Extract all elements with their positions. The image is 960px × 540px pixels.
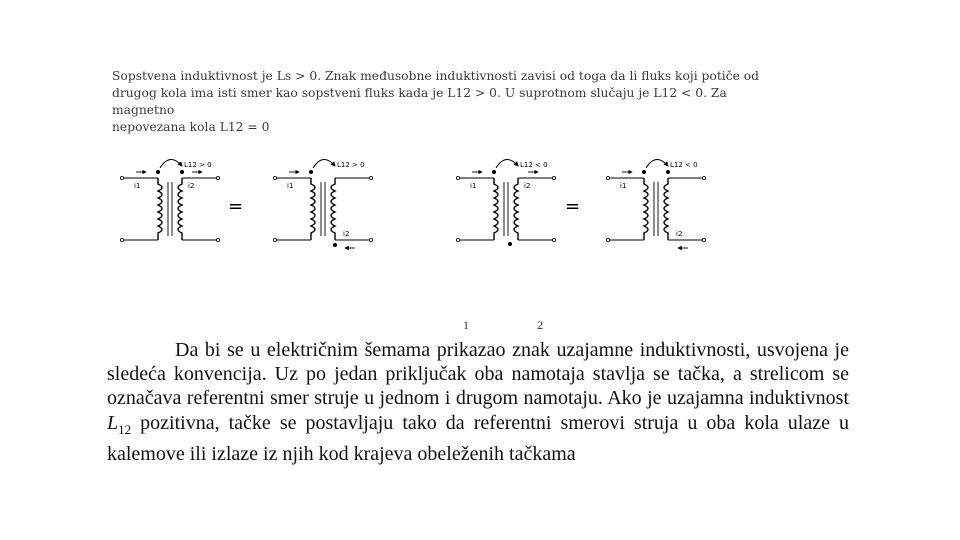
inductance-symbol: L <box>107 411 119 434</box>
paragraph-line-1: Sopstvena induktivnost je Ls > 0. Znak međusobne induktivnosti zavisi od toga da li fluks koji potiče od <box>112 69 760 83</box>
paragraph-text-part-2: pozitivna, tačke se postavljaju tako da referentni smerovi struja u oba kola ulaze u kalemove ili izlaze iz njih kod krajeva obeleženih tačkama <box>107 411 849 465</box>
paragraph-text-part-1: Da bi se u električnim šemama prikazao znak uzajamne induktivnosti, usvojena je sledeća konvencija. Uz po jedan priključak oba namotaja stavlja se tačka, a strelicom se označava referentni smer struje u jednom i drugom namotaju. Ako je uzajamna induktivnost <box>107 339 849 410</box>
current-i1-label-a: i1 <box>134 182 141 190</box>
diagram-positive-a <box>120 159 219 241</box>
current-i1-label-b: i1 <box>287 182 294 190</box>
current-i2-label-c: i2 <box>524 182 531 190</box>
mutual-label-negative-a: L12 < 0 <box>520 161 548 169</box>
dot-convention-paragraph <box>107 338 849 466</box>
diagram-positive-b <box>273 159 372 248</box>
current-i2-label-d: i2 <box>676 230 683 238</box>
diagram-negative-b <box>606 159 705 248</box>
current-i1-label-c: i1 <box>470 182 477 190</box>
mutual-label-positive-b: L12 > 0 <box>337 161 365 169</box>
cut-fragment-left: 1 <box>463 318 469 332</box>
mutual-label-negative-b: L12 < 0 <box>670 161 698 169</box>
current-i2-label-b: i2 <box>343 230 350 238</box>
diagram-negative-a <box>456 159 555 246</box>
mutual-label-positive-a: L12 > 0 <box>184 161 212 169</box>
coupled-coils-diagrams <box>110 150 710 260</box>
equals-sign-negative: = <box>565 196 581 217</box>
self-inductance-paragraph <box>112 68 792 136</box>
paragraph-line-2: drugog kola ima isti smer kao sopstveni fluks kada je L12 > 0. U suprotnom slučaju je L12 < 0. Za magnetno <box>112 86 727 117</box>
current-i1-label-d: i1 <box>620 182 627 190</box>
equals-sign-positive: = <box>228 196 244 217</box>
inductance-subscript: 12 <box>118 421 132 437</box>
cut-fragment-right: 2 <box>537 318 543 332</box>
current-i2-label-a: i2 <box>188 182 195 190</box>
paragraph-line-3: nepovezana kola L12 = 0 <box>112 120 270 134</box>
coils-figure <box>110 150 710 260</box>
